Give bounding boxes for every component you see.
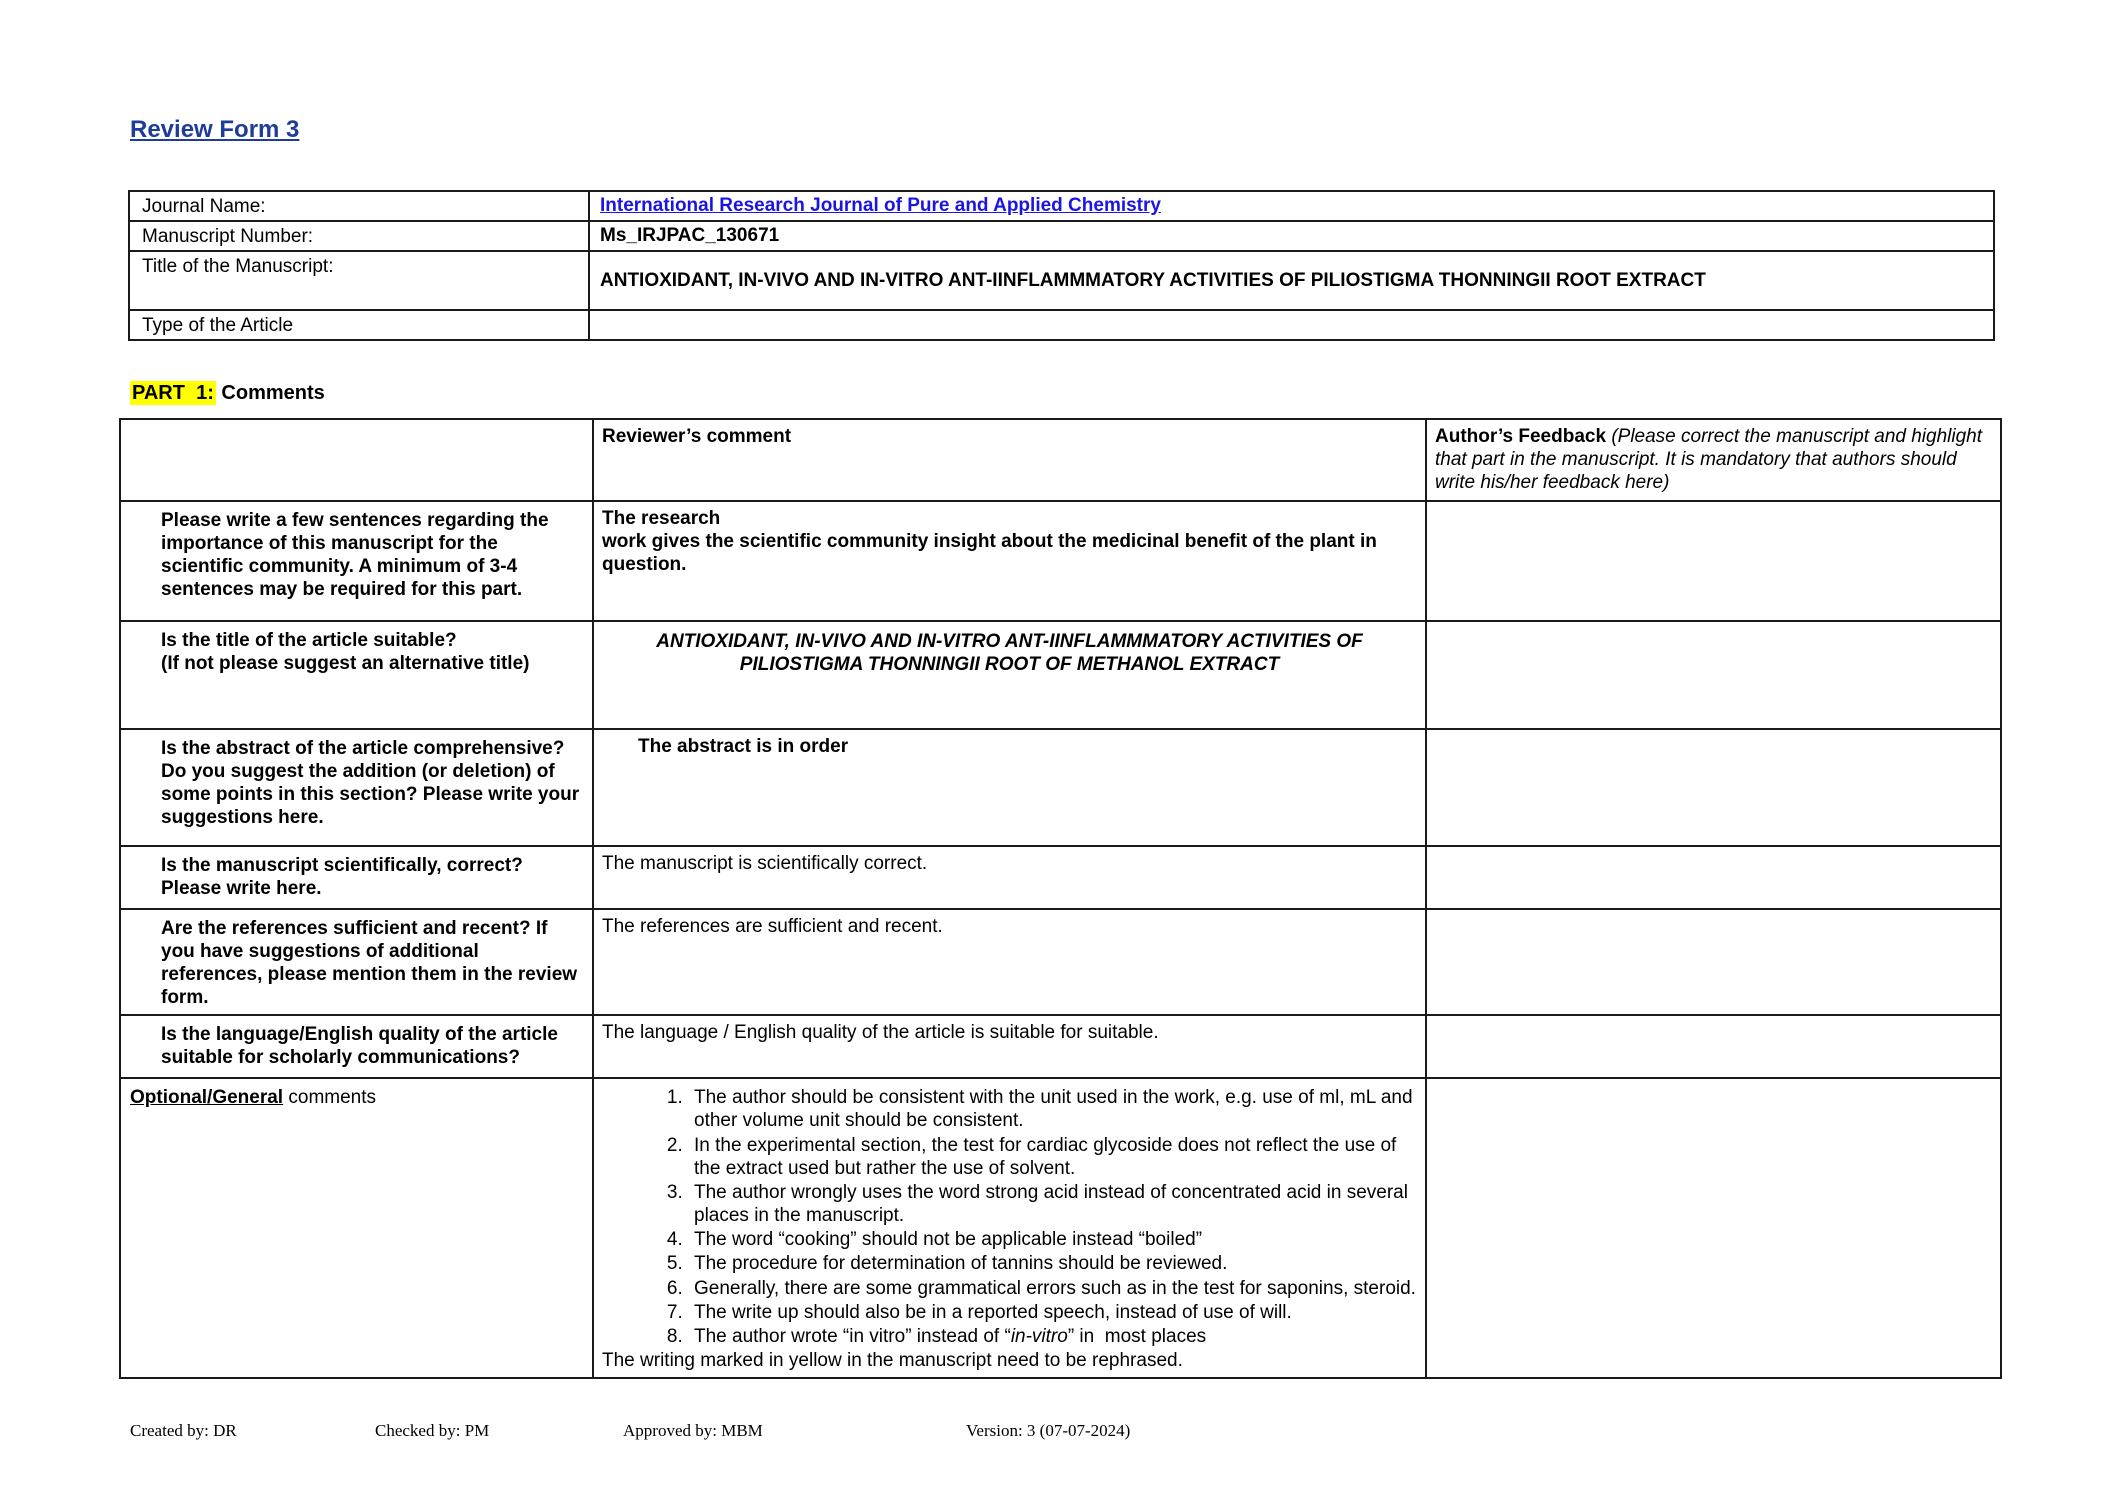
author-feedback-title: Author’s Feedback <box>1435 426 1607 447</box>
list-item: 4. The word “cooking” should not be applicable instead “boiled” <box>688 1228 1417 1251</box>
list-item: 3. The author wrongly uses the word strong acid instead of concentrated acid in several places in the manuscript. <box>688 1181 1417 1227</box>
manuscript-number-row <box>129 221 1994 251</box>
reviewer-comment-scientific: The manuscript is scientifically correct. <box>593 846 1426 909</box>
part1-highlight: PART 1: <box>132 382 214 404</box>
manuscript-title-value: ANTIOXIDANT, IN-VIVO AND IN-VITRO ANT-IINFLAMMMATORY ACTIVITIES OF PILIOSTIGMA THONNINGII ROOT EXTRACT <box>589 251 1994 310</box>
author-feedback-cell[interactable] <box>1426 1015 2001 1078</box>
article-type-label: Type of the Article <box>129 310 589 340</box>
question-scientific: Is the manuscript scientifically, correct? Please write here. <box>120 846 593 909</box>
author-feedback-cell[interactable] <box>1426 1078 2001 1378</box>
question-title-suitable: Is the title of the article suitable? (If not please suggest an alternative title) <box>120 621 593 729</box>
page-title: Review Form 3 <box>130 116 300 143</box>
optional-closing-note: The writing marked in yellow in the manuscript need to be rephrased. <box>602 1350 1183 1372</box>
author-feedback-cell[interactable] <box>1426 909 2001 1016</box>
manuscript-title-label: Title of the Manuscript: <box>129 251 589 310</box>
author-feedback-cell[interactable] <box>1426 846 2001 909</box>
reviewer-comment-language: The language / English quality of the article is suitable for suitable. <box>593 1015 1426 1078</box>
list-item: 7. The write up should also be in a reported speech, instead of use of will. <box>688 1301 1417 1324</box>
question-language: Is the language/English quality of the article suitable for scholarly communications? <box>120 1015 593 1078</box>
header-question-cell <box>120 419 593 501</box>
optional-comments-list <box>602 1086 1417 1348</box>
comments-table <box>119 418 2002 1379</box>
list-item: 1. The author should be consistent with the unit used in the work, e.g. use of ml, mL and other volume unit should be consistent. <box>688 1086 1417 1132</box>
manuscript-number-label: Manuscript Number: <box>129 221 589 251</box>
footer-checked-by: Checked by: PM <box>375 1421 490 1440</box>
reviewer-comment-references: The references are sufficient and recent. <box>593 909 1426 1016</box>
part1-heading <box>130 382 2117 405</box>
table-row-references <box>120 909 2001 1016</box>
footer-approved-by: Approved by: MBM <box>623 1421 763 1440</box>
table-row-abstract <box>120 729 2001 846</box>
manuscript-info-table <box>128 190 1995 341</box>
table-row-scientific <box>120 846 2001 909</box>
list-item: 2. In the experimental section, the test for cardiac glycoside does not reflect the use of the extract used but rather the use of solvent. <box>688 1134 1417 1180</box>
article-type-value[interactable] <box>589 310 1994 340</box>
part1-heading-rest: Comments <box>215 382 325 404</box>
table-row-optional-comments <box>120 1078 2001 1378</box>
author-feedback-note: (Please correct the manuscript and highlight that part in the manuscript. It is mandatory that authors should write his/her feedback here) <box>1435 426 1983 494</box>
table-row-language <box>120 1015 2001 1078</box>
reviewer-comment-optional <box>593 1078 1426 1378</box>
list-item: 8. The author wrote “in vitro” instead of “in-vitro” in most places <box>688 1325 1417 1348</box>
question-abstract: Is the abstract of the article comprehensive? Do you suggest the addition (or deletion) of some points in this section? Please write your suggestions here. <box>120 729 593 846</box>
manuscript-number-value: Ms_IRJPAC_130671 <box>589 221 1994 251</box>
reviewer-comment-abstract: The abstract is in order <box>593 729 1426 846</box>
author-feedback-cell[interactable] <box>1426 501 2001 621</box>
reviewer-comment-importance: The research work gives the scientific community insight about the medicinal benefit of the plant in question. <box>593 501 1426 621</box>
optional-comments-label: Optional/General comments <box>120 1078 593 1378</box>
journal-name-label: Journal Name: <box>129 191 589 221</box>
header-author-feedback <box>1426 419 2001 501</box>
manuscript-title-row <box>129 251 1994 310</box>
author-feedback-cell[interactable] <box>1426 621 2001 729</box>
list-item: 6. Generally, there are some grammatical errors such as in the test for saponins, steroid. <box>688 1277 1417 1300</box>
list-item: 5. The procedure for determination of tannins should be reviewed. <box>688 1252 1417 1275</box>
journal-name-link[interactable]: International Research Journal of Pure and Applied Chemistry <box>600 195 1161 216</box>
comments-header-row <box>120 419 2001 501</box>
author-feedback-cell[interactable] <box>1426 729 2001 846</box>
reviewer-comment-title: ANTIOXIDANT, IN-VIVO AND IN-VITRO ANT-IINFLAMMMATORY ACTIVITIES OF PILIOSTIGMA THONNINGII ROOT OF METHANOL EXTRACT <box>593 621 1426 729</box>
article-type-row <box>129 310 1994 340</box>
question-references: Are the references sufficient and recent? If you have suggestions of additional references, please mention them in the review form. <box>120 909 593 1016</box>
header-reviewer-comment: Reviewer’s comment <box>593 419 1426 501</box>
table-row-importance <box>120 501 2001 621</box>
question-importance: Please write a few sentences regarding the importance of this manuscript for the scientific community. A minimum of 3-4 sentences may be required for this part. <box>120 501 593 621</box>
table-row-title-suitable <box>120 621 2001 729</box>
footer-version: Version: 3 (07-07-2024) <box>966 1421 1131 1440</box>
footer-created-by: Created by: DR <box>130 1421 237 1440</box>
journal-name-row <box>129 191 1994 221</box>
